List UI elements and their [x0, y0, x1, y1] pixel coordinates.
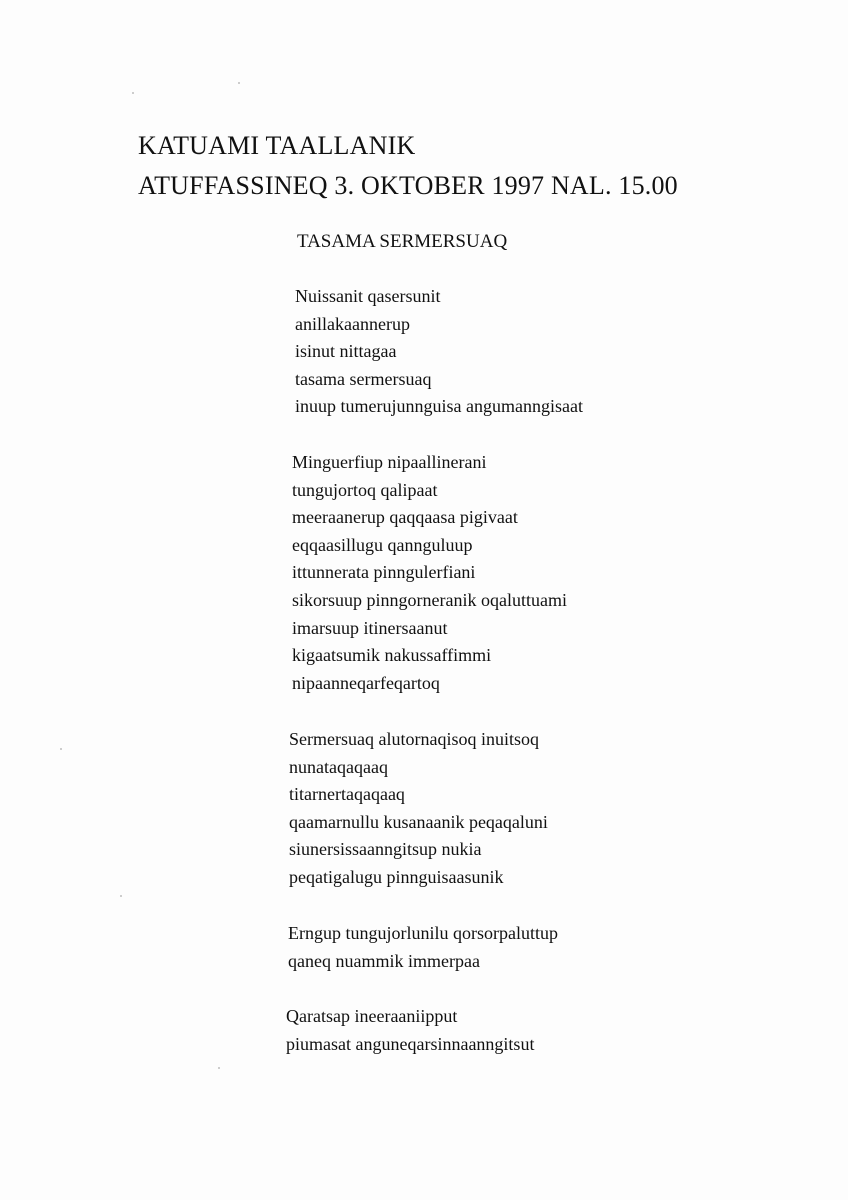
poem-line: inuup tumerujunnguisa angumanngisaat [295, 396, 583, 417]
poem-line: Nuissanit qasersunit [295, 286, 441, 306]
poem-line: piumasat anguneqarsinnaanngitsut [286, 1033, 535, 1054]
poem-line: tungujortoq qalipaat [292, 479, 438, 500]
header-broadcast-line: ATUFFASSINEQ 3. OKTOBER 1997 NAL. 15.00 [138, 171, 678, 200]
stanza-4 [288, 920, 558, 975]
stanza-1 [295, 283, 583, 421]
poem-line: kigaatsumik nakussaffimmi [292, 645, 492, 666]
poem-line: sikorsuup pinngorneranik oqaluttuami [292, 589, 567, 610]
poem-line: Erngup tungujorlunilu qorsorpaluttup [288, 923, 558, 943]
document-header [138, 126, 678, 206]
scan-speck [120, 895, 122, 897]
poem-line: Sermersuaq alutornaqisoq inuitsoq [289, 729, 539, 749]
poem-title: TASAMA SERMERSUAQ [297, 231, 508, 252]
poem-line: Qaratsap ineeraaniipput [286, 1006, 458, 1026]
scan-speck [218, 1067, 220, 1069]
poem-line: isinut nittagaa [295, 341, 397, 362]
poem-line: imarsuup itinersaanut [292, 617, 448, 638]
poem-line: Minguerfiup nipaallinerani [292, 452, 487, 472]
poem-line: peqatigalugu pinnguisaasunik [289, 866, 504, 887]
poem-line: meeraanerup qaqqaasa pigivaat [292, 507, 518, 528]
stanza-2 [292, 449, 567, 697]
scan-speck [238, 82, 240, 84]
scan-speck [132, 92, 134, 94]
poem-line: siunersissaanngitsup nukia [289, 839, 482, 860]
header-title: KATUAMI TAALLANIK [138, 131, 416, 160]
poem-line: titarnertaqaqaaq [289, 784, 405, 805]
poem-line: tasama sermersuaq [295, 368, 432, 389]
poem-line: anillakaannerup [295, 313, 410, 334]
stanza-3 [289, 726, 548, 892]
poem-line: eqqaasillugu qannguluup [292, 534, 473, 555]
poem-line: nunataqaqaaq [289, 756, 388, 777]
poem-line: qaneq nuammik immerpaa [288, 950, 480, 971]
poem-line: nipaanneqarfeqartoq [292, 672, 440, 693]
poem-line: ittunnerata pinngulerfiani [292, 562, 476, 583]
poem-line: qaamarnullu kusanaanik peqaqaluni [289, 811, 548, 832]
stanza-5 [286, 1003, 534, 1058]
scan-speck [60, 748, 62, 750]
